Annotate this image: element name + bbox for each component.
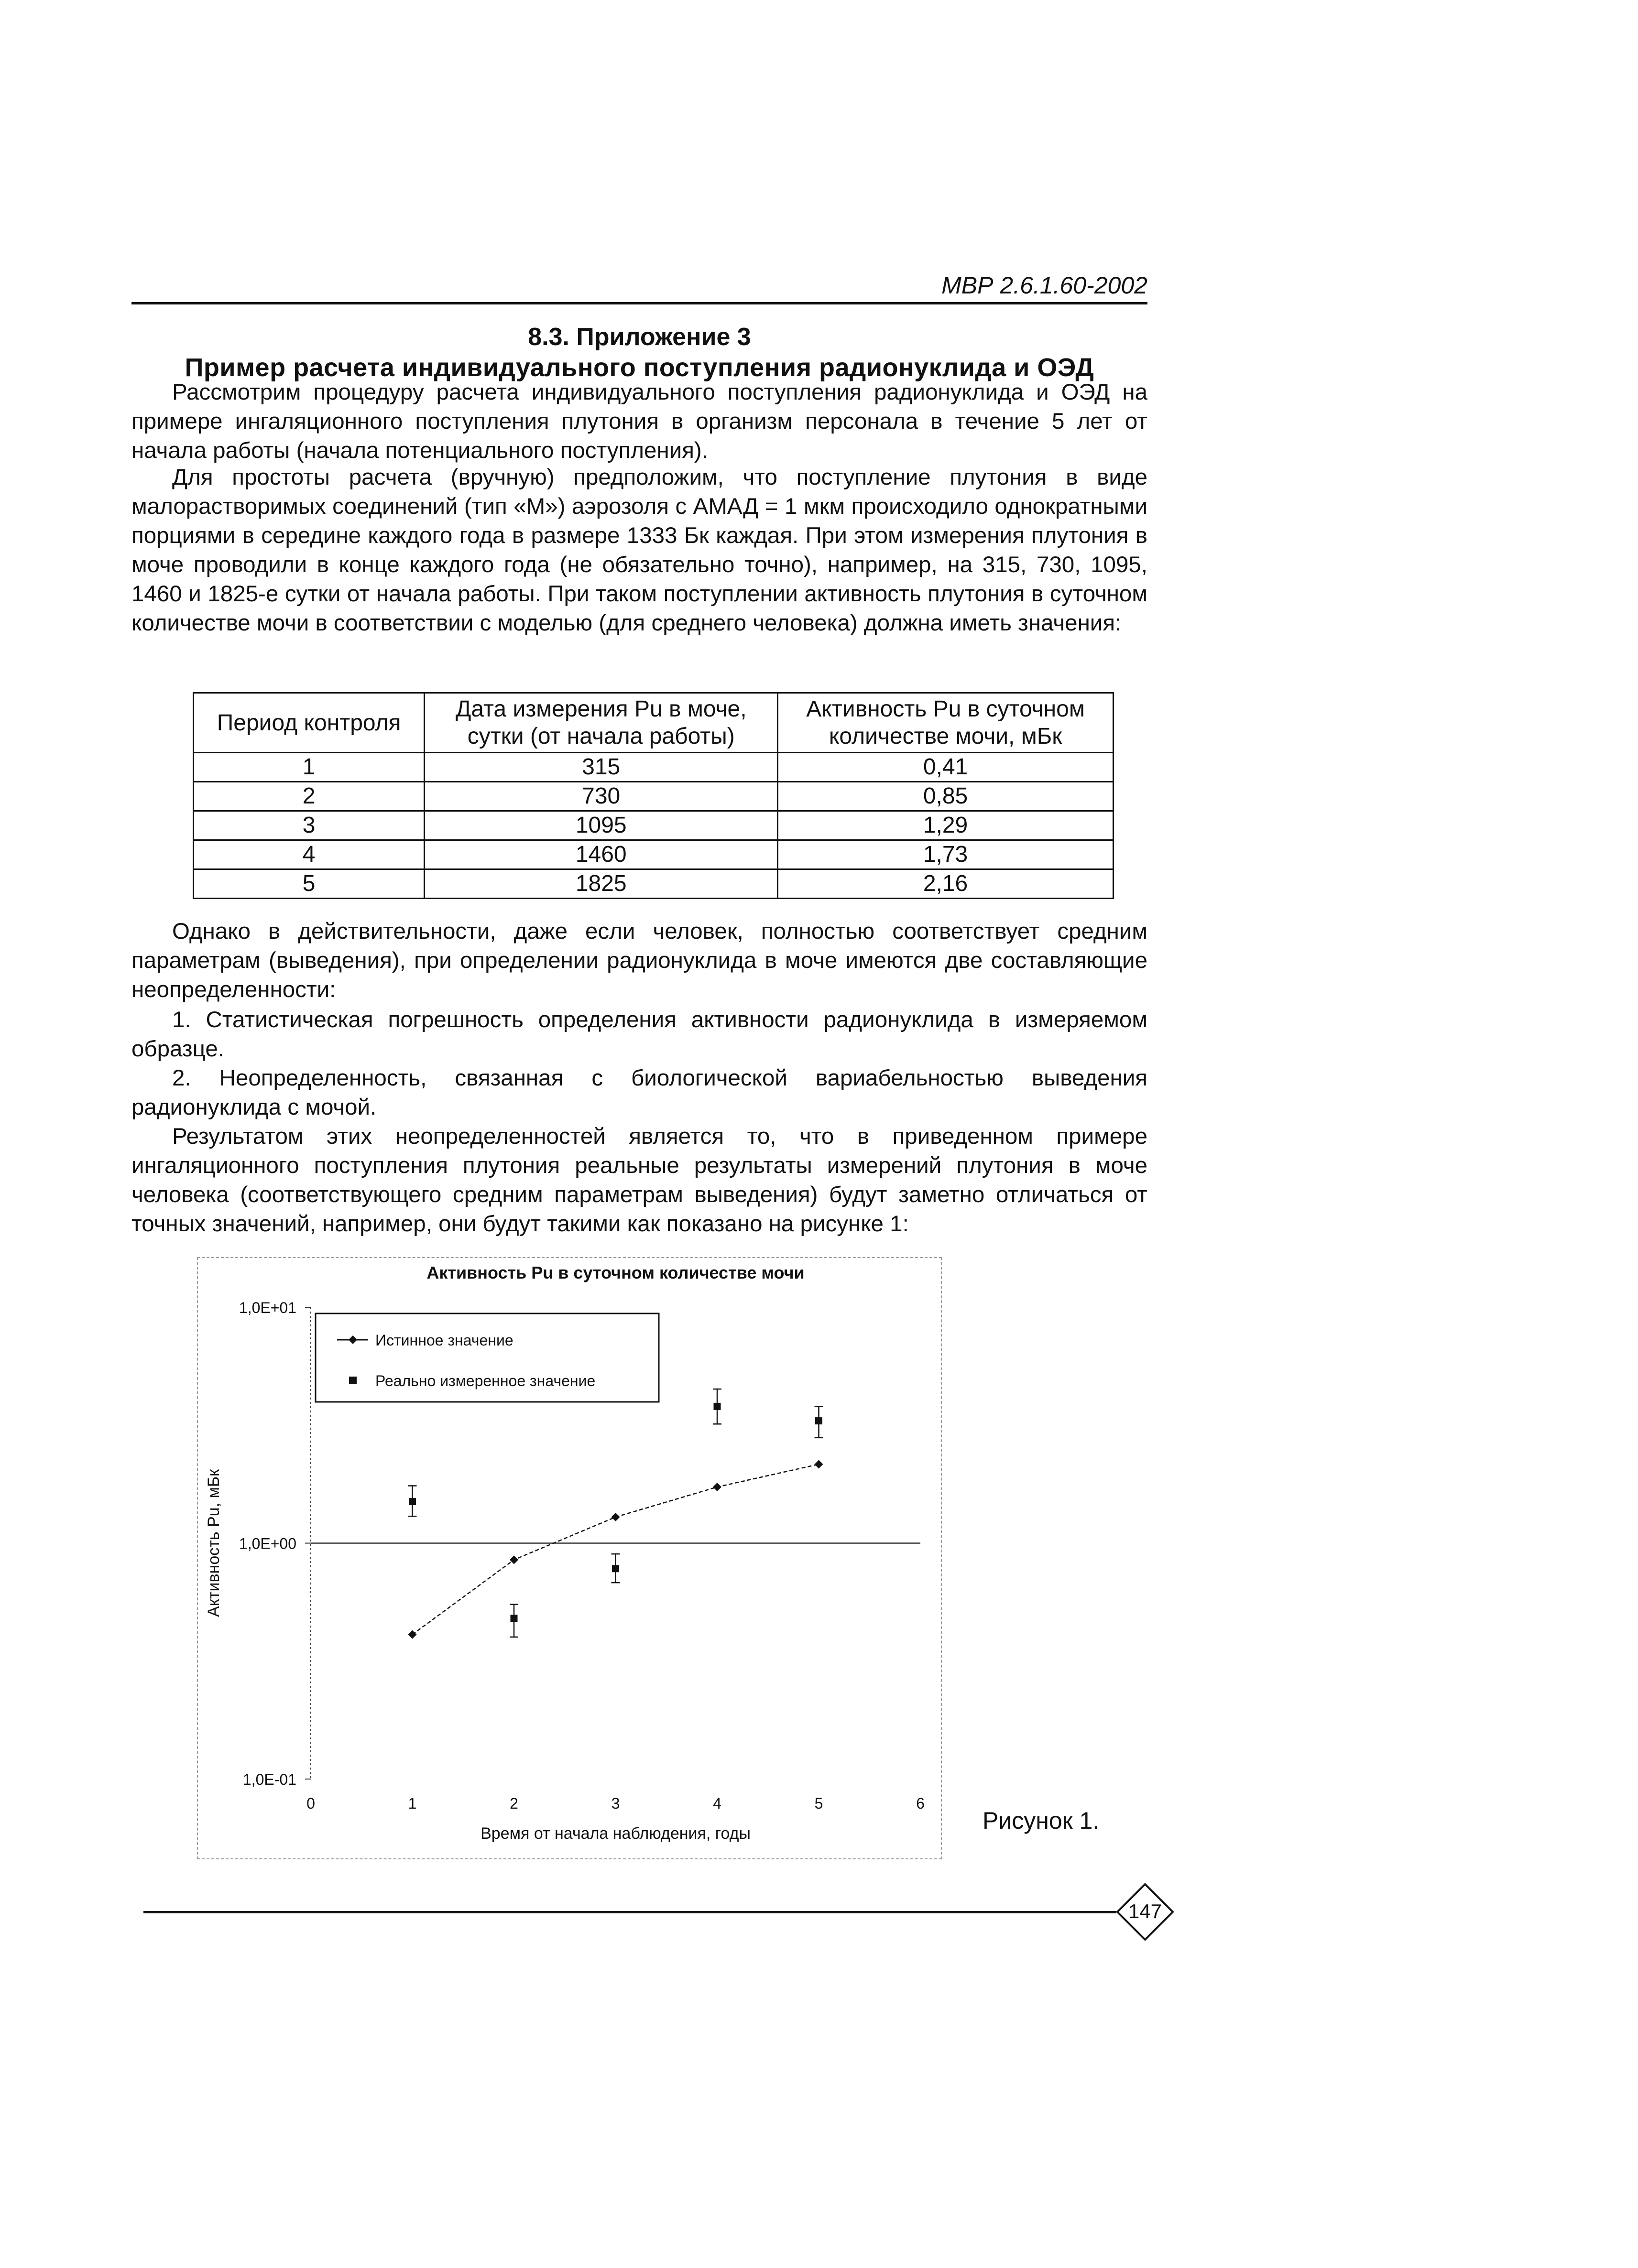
section-title: Пример расчета индивидуального поступления радионуклида и ОЭД <box>185 353 1094 382</box>
cell-activity: 0,41 <box>778 753 1114 782</box>
cell-period: 4 <box>194 840 425 869</box>
header-period: Период контроля <box>194 693 425 753</box>
measured-value-point <box>815 1417 822 1424</box>
cell-period: 3 <box>194 811 425 840</box>
paragraph-item-1: 1. Статистическая погрешность определения активности радионуклида в измеряемом образце. <box>131 1007 1147 1062</box>
paragraph-item-2: 2. Неопределенность, связанная с биологической вариабельностью выведения радионуклида с мочой. <box>131 1065 1147 1120</box>
cell-activity: 2,16 <box>778 869 1114 899</box>
y-tick-label: 1,0E-01 <box>242 1771 296 1788</box>
paragraph-uncertainty: Однако в действительности, даже если человек, полностью соответствует средним параметрам (выведения), при определении радионуклида в моче имеются две составляющие неопределенности: <box>131 919 1147 1002</box>
x-tick-label: 6 <box>916 1795 925 1812</box>
true-value-line <box>413 1464 819 1634</box>
true-value-point <box>408 1630 417 1639</box>
cell-activity: 1,73 <box>778 840 1114 869</box>
x-tick-label: 0 <box>306 1795 315 1812</box>
cell-date: 1825 <box>425 869 778 899</box>
x-axis-label: Время от начала наблюдения, годы <box>480 1824 751 1843</box>
x-tick-label: 1 <box>408 1795 417 1812</box>
measured-value-point <box>409 1498 416 1505</box>
cell-date: 315 <box>425 753 778 782</box>
x-tick-label: 2 <box>510 1795 518 1812</box>
legend-square-marker <box>349 1377 357 1384</box>
true-value-point <box>815 1460 823 1468</box>
x-tick-label: 4 <box>713 1795 721 1812</box>
cell-activity: 1,29 <box>778 811 1114 840</box>
measured-value-point <box>612 1565 619 1572</box>
measured-value-point <box>511 1615 518 1622</box>
cell-period: 5 <box>194 869 425 899</box>
footer-rule <box>143 1911 1116 1913</box>
y-tick-label: 1,0E+00 <box>239 1535 296 1552</box>
cell-date: 1095 <box>425 811 778 840</box>
chart-title: Активность Pu в суточном количестве мочи <box>426 1263 805 1282</box>
header-date: Дата измерения Pu в моче, сутки (от начала работы) <box>425 693 778 753</box>
x-tick-label: 5 <box>814 1795 823 1812</box>
cell-period: 1 <box>194 753 425 782</box>
paragraph-assumptions: Для простоты расчета (вручную) предположим, что поступление плутония в виде малорастворимых соединений (тип «М») аэрозоля с АМАД = 1 мкм происходило однократными порциями в середине каждого года в размере 1333 Бк каждая. При этом измерения плутония в моче проводили в конце каждого года (не обязательно точно), например, на 315, 730, 1095, 1460 и 1825-е сутки от начала работы. При таком поступлении активность плутония в суточном количестве мочи в соответствии с моделью (для среднего человека) должна иметь значения: <box>131 465 1147 636</box>
true-value-point <box>510 1555 518 1564</box>
true-value-point <box>612 1513 620 1521</box>
legend-label-measured: Реально измеренное значение <box>375 1372 596 1389</box>
cell-period: 2 <box>194 782 425 811</box>
cell-date: 1460 <box>425 840 778 869</box>
header-activity: Активность Pu в суточном количестве мочи, мБк <box>778 693 1114 753</box>
legend-label-true: Истинное значение <box>375 1332 513 1349</box>
y-tick-label: 1,0E+01 <box>239 1299 296 1316</box>
paragraph-intro: Рассмотрим процедуру расчета индивидуального поступления радионуклида и ОЭД на примере ингаляционного поступления плутония в организм персонала в течение 5 лет от начала работы (начала потенциального поступления). <box>131 380 1147 463</box>
document-code: МВР 2.6.1.60-2002 <box>941 272 1147 299</box>
cell-date: 730 <box>425 782 778 811</box>
section-number-title: 8.3. Приложение 3 <box>528 323 751 351</box>
y-axis-label: Активность Pu, мБк <box>205 1469 223 1617</box>
paragraph-result: Результатом этих неопределенностей является то, что в приведенном примере ингаляционного поступления плутония реальные результаты измерений плутония в моче человека (соответствующего средним параметрам выведения) будут заметно отличаться от точных значений, например, они будут такими как показано на рисунке 1: <box>131 1124 1147 1237</box>
cell-activity: 0,85 <box>778 782 1114 811</box>
page-number: 147 <box>1128 1900 1162 1922</box>
measured-value-point <box>714 1403 721 1410</box>
figure-caption: Рисунок 1. <box>983 1807 1100 1834</box>
x-tick-label: 3 <box>611 1795 620 1812</box>
true-value-point <box>713 1483 721 1491</box>
